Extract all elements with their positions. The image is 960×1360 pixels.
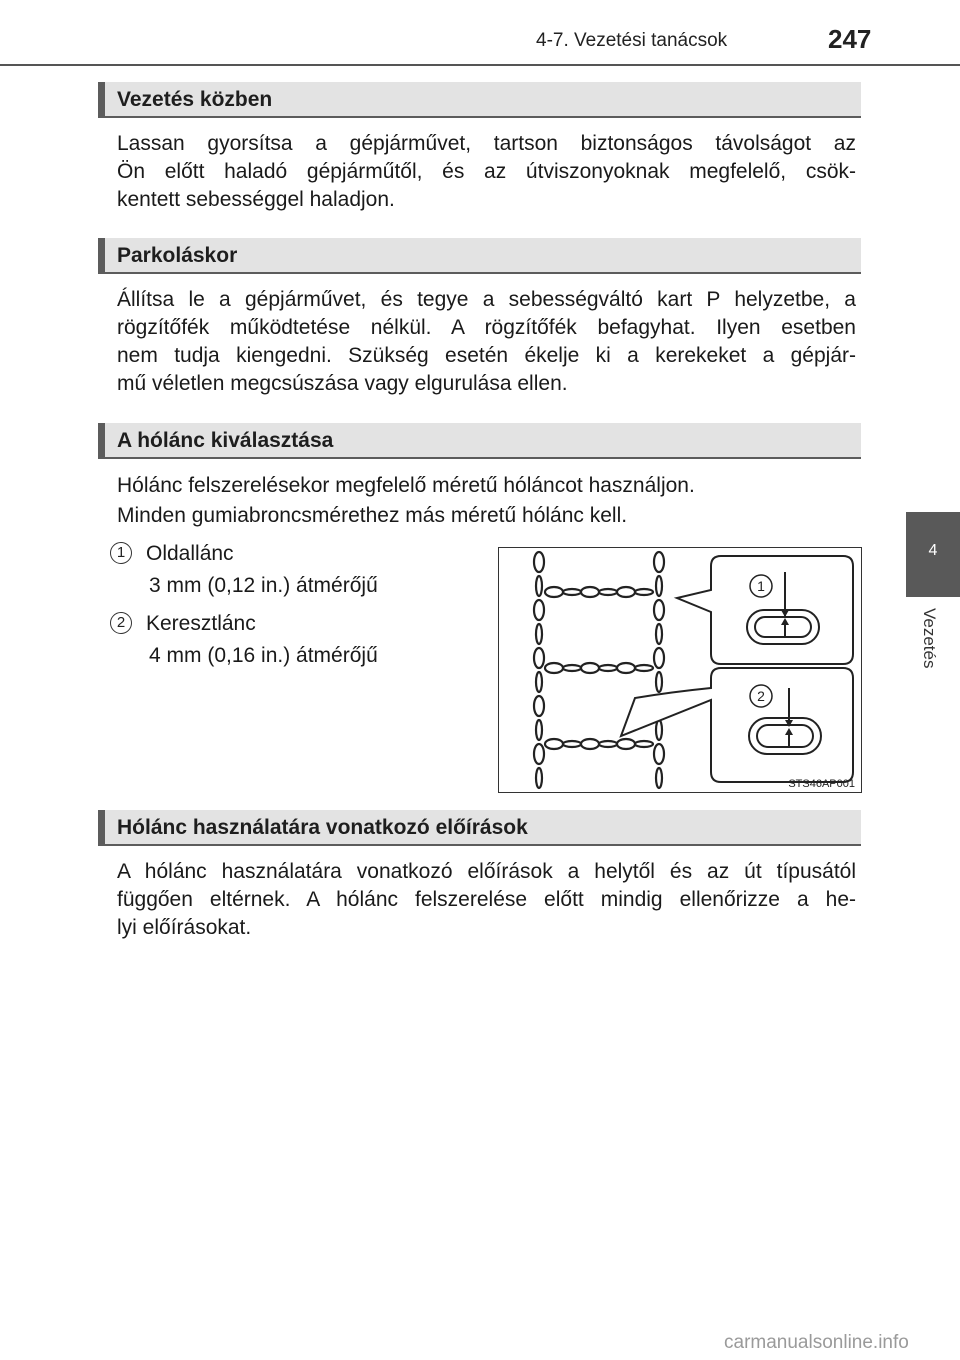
- paragraph-line: Állítsa le a gépjárművet, és tegye a sebességváltó kart P helyzetbe, a: [117, 288, 856, 311]
- cross-chain-bottom: [545, 739, 653, 749]
- paragraph-line: Ön előtt haladó gépjárműtől, és az útviszonyoknak megfelelő, csök-: [117, 160, 856, 183]
- snow-chain-figure: [498, 547, 862, 793]
- section-heading-text: Vezetés közben: [117, 88, 273, 111]
- cross-chain-top: [545, 587, 653, 597]
- paragraph-line: A hólánc használatára vonatkozó előírások a helytől és az út típusától: [117, 860, 856, 883]
- paragraph-line: Lassan gyorsítsa a gépjárművet, tartson biztonságos távolságot az: [117, 132, 856, 155]
- paragraph-chain-selection-2: Minden gumiabroncsmérethez más méretű hólánc kell.: [117, 504, 628, 527]
- watermark: carmanualsonline.info: [724, 1332, 909, 1353]
- item-number-circle: 2: [110, 612, 132, 634]
- item-title-cross-chain: Keresztlánc: [146, 612, 256, 635]
- paragraph-chain-selection-1: Hólánc felszerelésekor megfelelő méretű hóláncot használjon.: [117, 474, 695, 497]
- paragraph-line: kentett sebességgel haladjon.: [117, 188, 395, 211]
- item-detail-cross-chain: 4 mm (0,16 in.) átmérőjű: [149, 644, 378, 667]
- side-chain-left: [534, 552, 544, 788]
- callout-number: 2: [757, 688, 765, 704]
- chapter-tab-label-text: Vezetés: [920, 608, 939, 669]
- section-heading-chain-regulations: [98, 810, 861, 846]
- section-heading-text: Parkoláskor: [117, 244, 238, 267]
- snow-chain-illustration: [499, 548, 861, 792]
- item-detail-side-chain: 3 mm (0,12 in.) átmérőjű: [149, 574, 378, 597]
- paragraph-line: nem tudja kiengedni. Szükség esetén ékelje ki a kerekeket a gépjár-: [117, 344, 856, 367]
- callout-number: 1: [757, 578, 765, 594]
- section-heading-driving: [98, 82, 861, 118]
- paragraph-line: függően eltérnek. A hólánc felszerelése előtt mindig ellenőrizze a he-: [117, 888, 856, 911]
- section-heading-chain-selection: [98, 423, 861, 459]
- paragraph-parking: [117, 286, 856, 398]
- figure-code: STS46AP001: [788, 778, 855, 790]
- page-number: 247: [828, 24, 872, 54]
- side-chain-right: [654, 552, 664, 788]
- chapter-tab-number: 4: [928, 542, 938, 559]
- section-heading-text: Hólánc használatára vonatkozó előírások: [117, 816, 528, 839]
- section-heading-text: A hólánc kiválasztása: [117, 429, 334, 452]
- running-header-section: 4-7. Vezetési tanácsok: [536, 30, 728, 51]
- paragraph-driving: [117, 130, 856, 214]
- paragraph-line: rögzítőfék működtetése nélkül. A rögzítőfék befagyhat. Ilyen esetben: [117, 316, 856, 339]
- cross-chain-middle: [545, 663, 653, 673]
- paragraph-chain-regulations: [117, 858, 856, 942]
- paragraph-line: mű véletlen megcsúszása vagy elgurulása ellen.: [117, 372, 568, 395]
- item-title-side-chain: Oldallánc: [146, 542, 234, 565]
- paragraph-line: lyi előírásokat.: [117, 916, 252, 939]
- header-rule: [0, 64, 960, 66]
- section-heading-parking: [98, 238, 861, 274]
- chapter-tab-label: [906, 600, 960, 680]
- item-number-circle: 1: [110, 542, 132, 564]
- chapter-tab: [906, 512, 960, 597]
